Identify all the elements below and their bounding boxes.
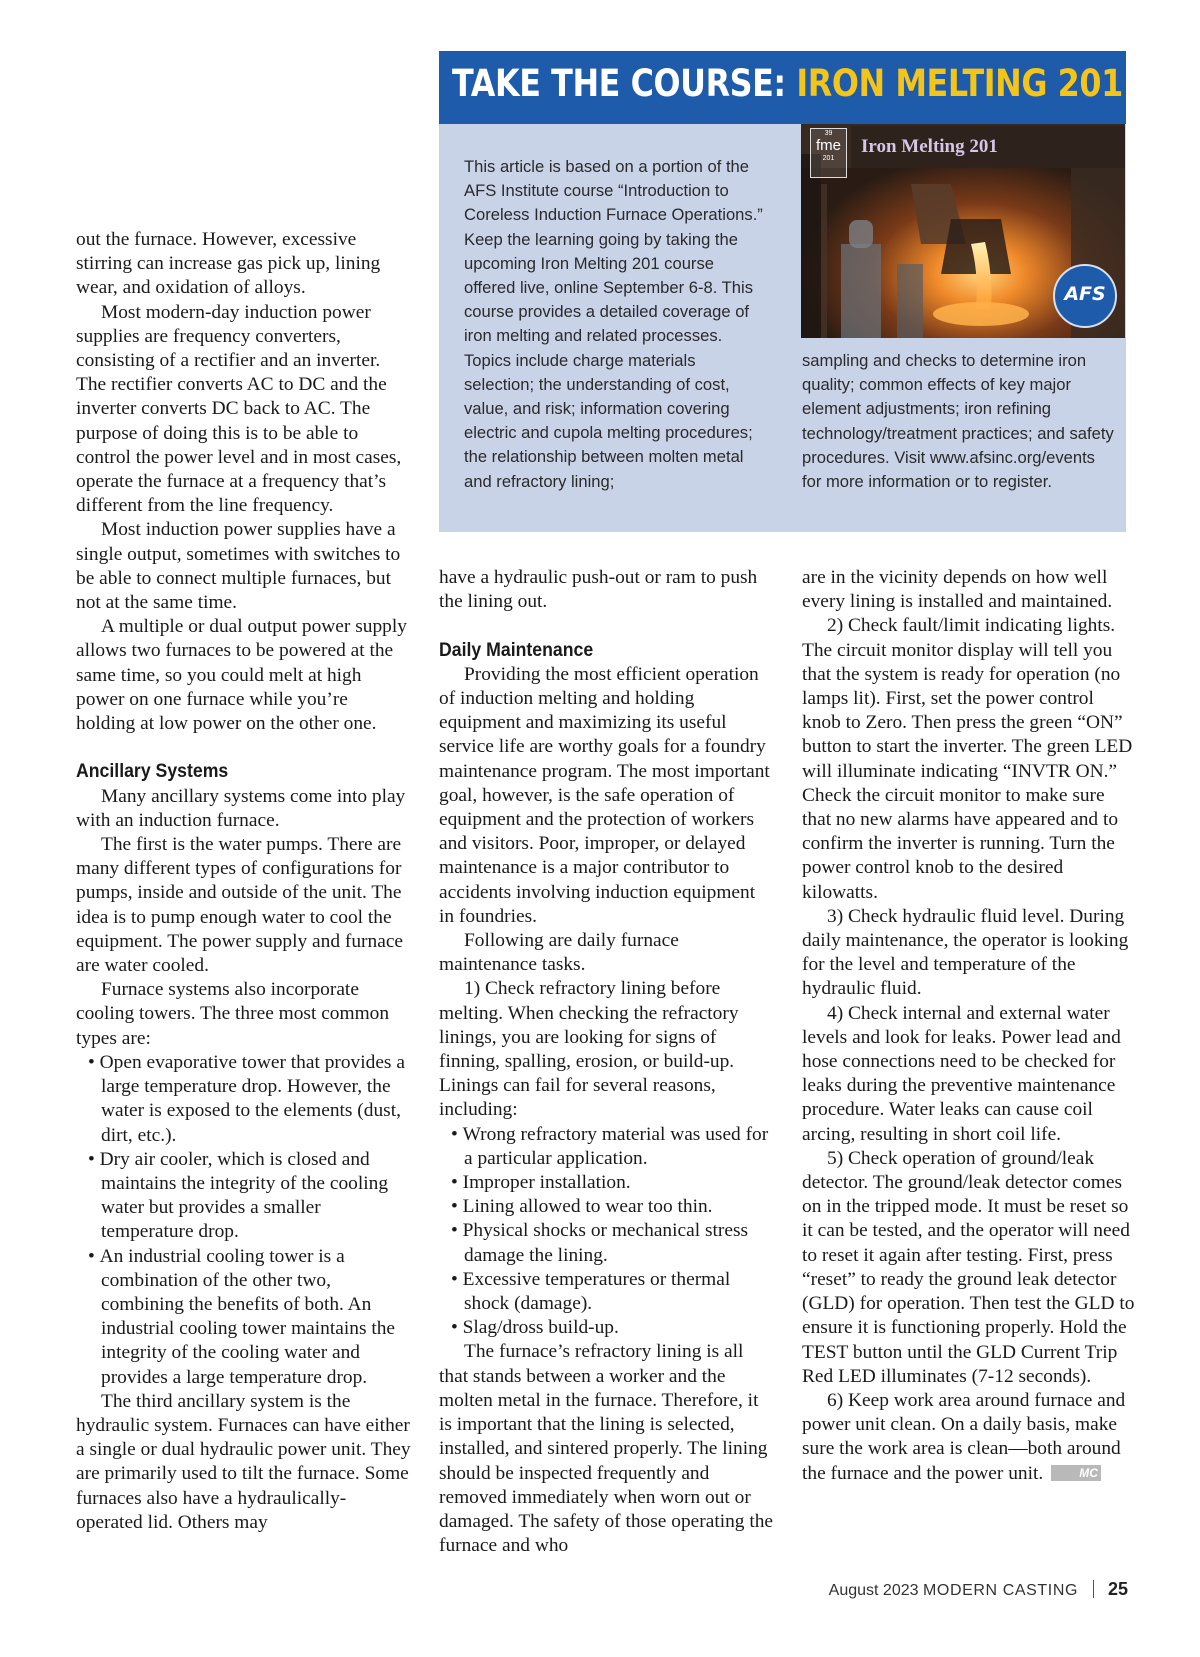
section-heading-ancillary-systems: Ancillary Systems [76,761,229,783]
sidebar-title [452,62,1123,105]
afs-logo [1053,264,1117,328]
page-footer [829,1579,1128,1600]
bullet-text: An industrial cooling tower is a combination of the other two, combining the benefits of both. An industrial cooling tower maintains the integrity of the cooling water and provides a large temperature drop. [99,1245,396,1388]
paragraph: Following are daily furnace maintenance tasks. [439,930,679,976]
bullet-text: Dry air cooler, which is closed and maintains the integrity of the cooling water but provides a smaller temperature drop. [99,1148,389,1243]
paragraph: Most modern-day induction power supplies are frequency converters, consisting of a rectifier and an inverter. The rectifier converts AC to DC and the inverter converts DC back to AC. The purpose of doing this is to be able to control the power level and in most cases, operate the furnace at a frequency that’s different from the line frequency. [76,301,402,517]
bullet-item: • Open evaporative tower that provides a large temperature drop. However, the water is exposed to the elements (dust, dirt, etc.). [88,1051,405,1146]
bullet-text: Slag/dross build-up. [462,1317,619,1339]
bullet-text: Physical shocks or mechanical stress damage the lining. [462,1220,749,1266]
bullet-text: Excessive temperatures or thermal shock (damage). [462,1268,731,1315]
bullet-text: Improper installation. [462,1172,631,1194]
paragraph: Providing the most efficient operation of induction melting and holding equipment and maximizing its useful service life are worthy goals for a foundry maintenance program. The most important goal, however, is the safe operation of equipment and the protection of workers and visitors. Poor, improper, or delayed maintenance is a major contributor to accidents involving induction equipment in foundries. [439,663,770,927]
end-mark-mc: MC [1051,1465,1101,1481]
bullet-text: Lining allowed to wear too thin. [462,1196,713,1218]
paragraph: Most induction power supplies have a single output, sometimes with switches to be able to connect multiple furnaces, but not at the same time. [76,519,401,614]
footer-divider [1093,1580,1094,1598]
article-column-2 [439,566,774,1558]
paragraph-gap [76,736,411,760]
article-column-3 [802,566,1137,1486]
sidebar-paragraph-right: sampling and checks to determine iron quality; common effects of key major element adjustments; iron refining technology/treatment practices; and safety procedures. Visit www.afsinc.org/events for more information or to register. [802,351,1114,492]
paragraph: have a hydraulic push-out or ram to push the lining out. [439,567,758,613]
sidebar-text-left [464,155,764,494]
bullet-item: • Physical shocks or mechanical stress damage the lining. [451,1220,749,1266]
paragraph: The furnace’s refractory lining is all that stands between a worker and the molten metal in the furnace. Therefore, it is important that the lining is selected, installed, and sintered properly. The lining should be inspected frequently and removed immediately when worn out or damaged. The safety of those operating the furnace and who [439,1341,774,1557]
bullet-item: • Excessive temperatures or thermal shock (damage). [451,1268,731,1315]
sidebar-text-right [802,349,1114,494]
sidebar-title-prefix: TAKE THE COURSE: [452,62,797,105]
badge-number: 201 [822,155,835,162]
bullet-item: • Wrong refractory material was used for a particular application. [451,1123,769,1169]
afs-logo-text: AFS [1064,283,1106,305]
sidebar-header [439,51,1126,124]
paragraph-last [802,1389,1137,1486]
paragraph-text: 6) Keep work area around furnace and power unit clean. On a daily basis, make sure the work area is clean—both around the furnace and the power unit. [802,1389,1126,1484]
sidebar-paragraph-left: This article is based on a portion of the AFS Institute course “Introduction to Coreless Induction Furnace Operations.” Keep the learning going by taking the upcoming Iron Melting 201 course offered live, online September 6-8. This course provides a detailed coverage of iron melting and related processes. Topics include charge materials selection; the understanding of cost, value, and risk; information covering electric and cupola melting procedures; the relationship between molten metal and refractory lining; [464,157,763,491]
paragraph: The first is the water pumps. There are many different types of configurations for pumps, inside and outside of the unit. The idea is to pump enough water to cool the equipment. The power supply and furnace are water cooled. [76,834,404,977]
badge-number-top: 39 [824,130,833,137]
footer-magazine: MODERN CASTING [922,1582,1079,1599]
page-number: 25 [1107,1579,1128,1599]
paragraph: 2) Check fault/limit indicating lights. The circuit monitor display will tell you that the system is ready for operation (no lamps lit). First, set the power control knob to Zero. Then press the green “ON” button to start the inverter. The green LED will illuminate indicating “INVTR ON.” Check the circuit monitor to make sure that no new alarms have appeared and to confirm the inverter is running. Turn the power control knob to the desired kilowatts. [802,615,1133,903]
paragraph: Furnace systems also incorporate cooling towers. The three most common types are: [76,979,390,1049]
bullet-text: Open evaporative tower that provides a large temperature drop. However, the water is exposed to the elements (dust, dirt, etc.). [99,1051,405,1146]
paragraph: are in the vicinity depends on how well every lining is installed and maintained. [802,567,1113,613]
paragraph: 4) Check internal and external water levels and look for leaks. Power lead and hose connections need to be checked for leaks during the preventive maintenance procedure. Water leaks can cause coil arcing, resulting in short coil life. [802,1002,1121,1145]
sidebar-title-highlight: IRON MELTING 201 [796,62,1123,105]
paragraph-gap [439,614,774,638]
paragraph: The third ancillary system is the hydraulic system. Furnaces can have either a single or dual hydraulic power unit. They are primarily used to tilt the furnace. Some furnaces also have a hydraulically-operated lid. Others may [76,1390,411,1533]
course-image [801,124,1125,338]
course-badge [810,128,847,178]
paragraph: 3) Check hydraulic fluid level. During daily maintenance, the operator is looking for the level and temperature of the hydraulic fluid. [802,905,1129,1000]
badge-code: fme [815,137,841,154]
bullet-item: • An industrial cooling tower is a combination of the other two, combining the benefits of both. An industrial cooling tower maintains the integrity of the cooling water and provides a large temperature drop. [88,1245,396,1388]
bullet-text: Wrong refractory material was used for a particular application. [462,1123,769,1169]
bullet-item: • Lining allowed to wear too thin. [451,1196,713,1218]
bullet-item: • Dry air cooler, which is closed and maintains the integrity of the cooling water but provides a smaller temperature drop. [88,1148,389,1243]
footer-date: August 2023 [828,1582,919,1599]
paragraph: A multiple or dual output power supply allows two furnaces to be powered at the same time, so you could melt at high power on one furnace while you’re holding at low power on the other one. [76,616,407,735]
course-banner [851,126,1125,168]
paragraph: 1) Check refractory lining before melting. When checking the refractory linings, you are looking for signs of finning, spalling, erosion, or build-up. Linings can fail for several reasons, including: [439,978,739,1121]
bullet-item: • Slag/dross build-up. [451,1317,619,1339]
paragraph: 5) Check operation of ground/leak detector. The ground/leak detector comes on in the tripped mode. It must be reset so it can be tested, and the operator will need to reset it again after testing. First, press “reset” to ready the ground leak detector (GLD) for operation. Then test the GLD to ensure it is functioning properly. Hold the TEST button until the GLD Current Trip Red LED illuminates (7-12 seconds). [802,1147,1135,1387]
paragraph: Many ancillary systems come into play with an induction furnace. [76,785,406,831]
bullet-item: • Improper installation. [451,1172,631,1194]
paragraph: out the furnace. However, excessive stirring can increase gas pick up, lining wear, and oxidation of alloys. [76,229,381,299]
article-column-1 [76,228,411,1535]
course-banner-text: Iron Melting 201 [861,136,998,157]
section-heading-daily-maintenance: Daily Maintenance [439,639,594,661]
